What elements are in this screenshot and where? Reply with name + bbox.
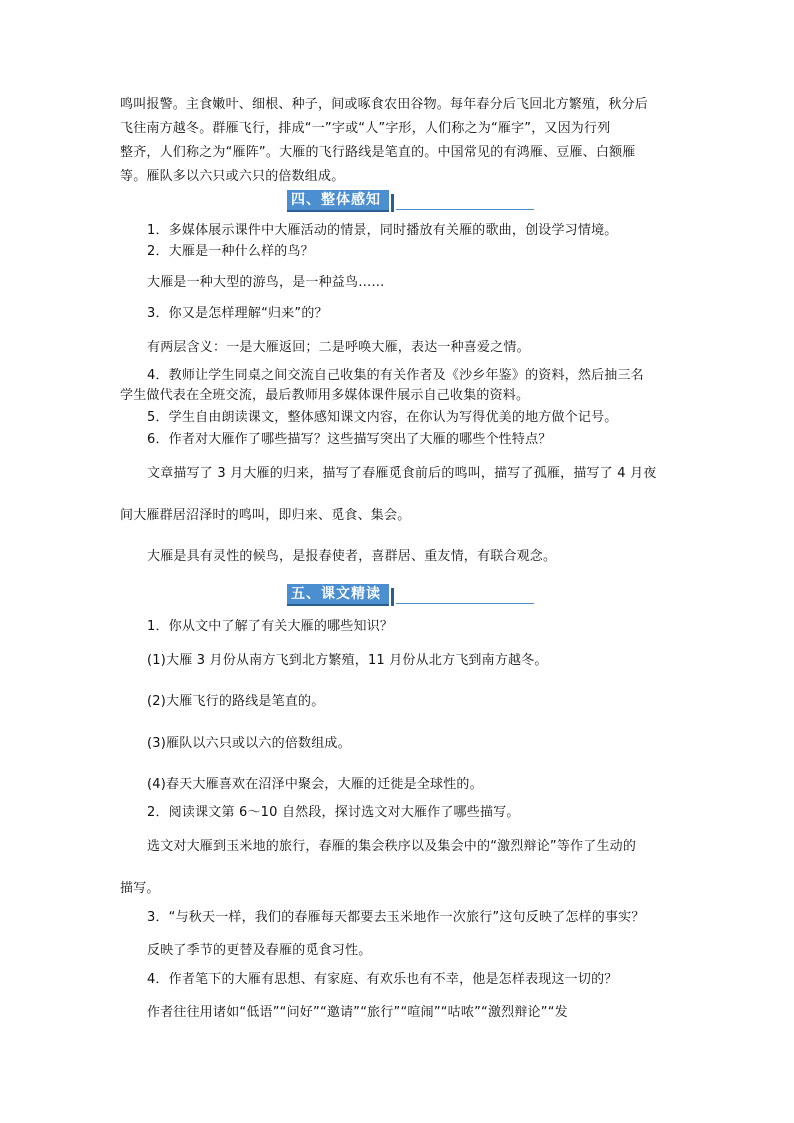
answer-line: (3)雁队以六只或以六的倍数组成。 [147, 736, 351, 751]
question-line: 1．你从文中了解了有关大雁的哪些知识？ [147, 619, 394, 634]
question-line: 2．大雁是一种什么样的鸟？ [147, 244, 314, 259]
answer-line: 间大雁群居沼泽时的鸣叫，即归来、觅食、集会。 [120, 508, 411, 523]
answer-line: 文章描写了 3 月大雁的归来，描写了春雁觅食前后的鸣叫，描写了孤雁，描写了 4 月夜 [147, 466, 657, 481]
heading-bar-decoration [391, 588, 394, 606]
heading-bar-decoration [391, 194, 394, 212]
question-line: 3．你又是怎样理解“归来”的？ [147, 306, 328, 321]
answer-line: 作者往往用诸如“低语”“问好”“邀请”“旅行”“喧闹”“咕哝”“激烈辩论”“发 [147, 1005, 568, 1020]
question-line: 4．教师让学生同桌之间交流自己收集的有关作者及《沙乡年鉴》的资料，然后抽三名 [147, 368, 644, 383]
question-line: 5．学生自由朗读课文，整体感知课文内容，在你认为写得优美的地方做个记号。 [147, 410, 618, 425]
answer-line: 描写。 [120, 881, 160, 896]
heading-rule-decoration [396, 209, 534, 210]
question-line: 1．多媒体展示课件中大雁活动的情景，同时播放有关雁的歌曲，创设学习情境。 [147, 223, 618, 238]
intro-line: 等。雁队多以六只或六只的倍数组成。 [120, 169, 345, 184]
section-heading-label: 五、课文精读 [287, 584, 389, 606]
heading-rule-decoration [396, 603, 534, 604]
answer-line: 选文对大雁到玉米地的旅行，春雁的集会秩序以及集会中的“激烈辩论”等作了生动的 [147, 839, 637, 854]
section-heading-4 [287, 192, 534, 212]
question-line: 6．作者对大雁作了哪些描写？这些描写突出了大雁的哪些个性特点？ [147, 432, 552, 447]
intro-line: 整齐，人们称之为“雁阵”。大雁的飞行路线是笔直的。中国常见的有鸿雁、豆雁、白额雁 [120, 145, 636, 160]
answer-line: 有两层含义：一是大雁返回；二是呼唤大雁，表达一种喜爱之情。 [147, 340, 530, 355]
question-line: 2．阅读课文第 6～10 自然段，探讨选文对大雁作了哪些描写。 [147, 805, 520, 820]
answer-line: (4)春天大雁喜欢在沼泽中聚会，大雁的迁徙是全球性的。 [147, 777, 483, 792]
question-line: 学生做代表在全班交流，最后教师用多媒体课件展示自己收集的资料。 [120, 388, 530, 403]
section-heading-5 [287, 586, 534, 606]
question-line: 3．“与秋天一样，我们的春雁每天都要去玉米地作一次旅行”这句反映了怎样的事实？ [147, 910, 645, 925]
answer-line: (1)大雁 3 月份从南方飞到北方繁殖，11 月份从北方飞到南方越冬。 [147, 653, 548, 668]
section-heading-label: 四、整体感知 [287, 190, 389, 212]
intro-line: 飞往南方越冬。群雁飞行，排成“一”字或“人”字形，人们称之为“雁字”，又因为行列 [120, 121, 611, 136]
intro-line: 鸣叫报警。主食嫩叶、细根、种子，间或啄食农田谷物。每年春分后飞回北方繁殖，秋分后 [120, 97, 649, 112]
question-line: 4．作者笔下的大雁有思想、有家庭、有欢乐也有不幸，他是怎样表现这一切的？ [147, 972, 618, 987]
answer-line: 反映了季节的更替及春雁的觅食习性。 [147, 943, 372, 958]
answer-line: 大雁是一种大型的游鸟，是一种益鸟…… [147, 275, 385, 290]
answer-line: 大雁是具有灵性的候鸟，是报春使者，喜群居、重友情，有联合观念。 [147, 549, 557, 564]
answer-line: (2)大雁飞行的路线是笔直的。 [147, 694, 325, 709]
